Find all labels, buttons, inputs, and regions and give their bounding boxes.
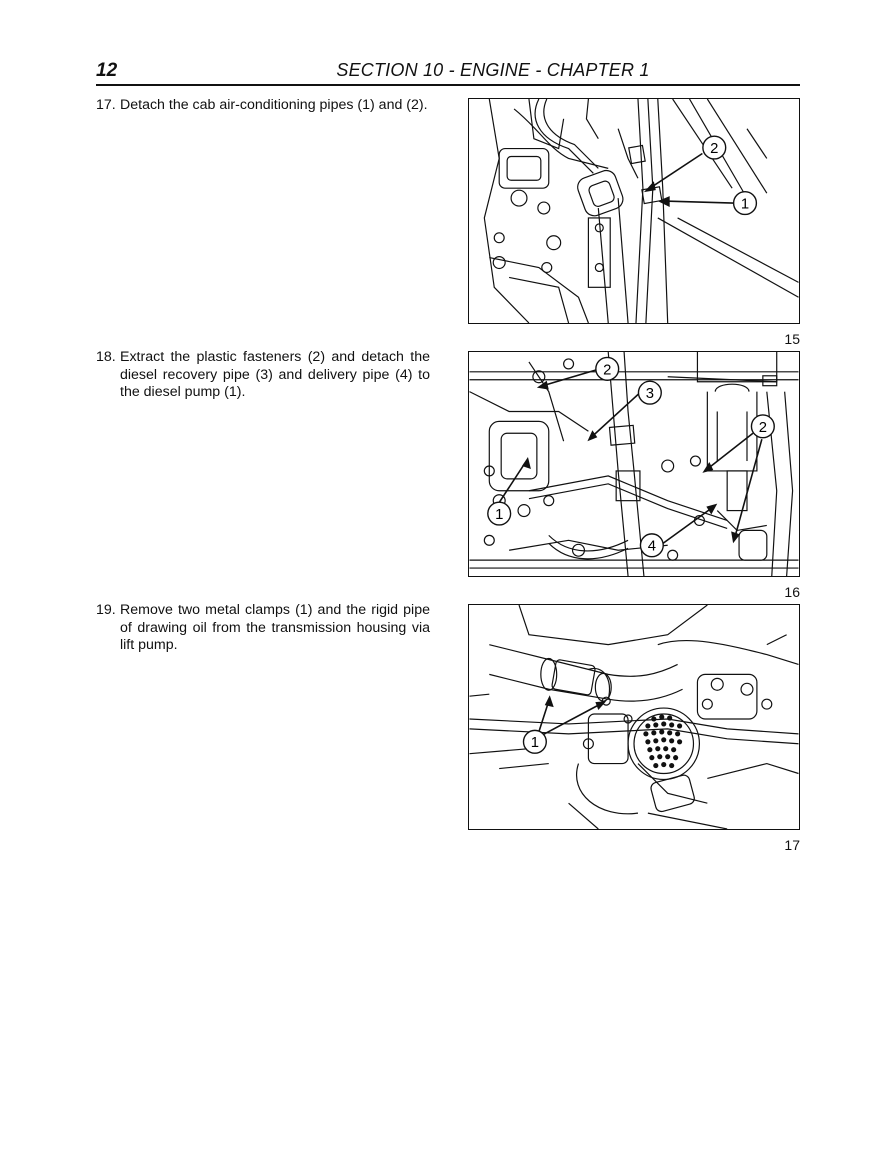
callout-2-right [751,415,774,438]
svg-text:2: 2 [758,419,767,436]
svg-text:3: 3 [645,386,654,403]
callout-1 [734,192,757,215]
svg-text:2: 2 [603,362,612,379]
figure-15 [468,98,800,324]
callout-2-top [596,357,619,380]
step-18 [96,349,430,402]
svg-text:2: 2 [710,141,719,158]
step-17 [96,97,430,115]
step-text: Extract the plastic fasteners (2) and detach the diesel recovery pipe (3) and delivery pipe (4) to the diesel pump (1). [120,349,430,400]
callout-3 [638,381,661,404]
callout-2 [703,136,726,159]
figure-15-illustration [469,99,799,323]
svg-text:1: 1 [495,507,504,524]
step-number: 17. [96,97,116,113]
callout-1 [523,730,546,753]
svg-text:1: 1 [740,196,750,213]
page-header [96,58,800,86]
step-text: Detach the cab air-conditioning pipes (1) and (2). [120,97,428,113]
svg-text:1: 1 [530,735,540,752]
figure-number: 16 [784,584,800,600]
step-19 [96,602,430,655]
figure-16-illustration [469,352,799,576]
step-text: Remove two metal clamps (1) and the rigid pipe of drawing oil from the transmission housing via lift pump. [120,602,430,653]
figure-number: 17 [784,837,800,853]
step-number: 19. [96,602,116,618]
page-number: 12 [96,60,118,81]
step-number: 18. [96,349,116,365]
figure-number: 15 [784,331,800,347]
callout-4 [640,534,663,557]
figure-17-illustration [469,605,799,829]
callout-1 [488,502,511,525]
figure-17 [468,604,800,830]
section-title: SECTION 10 - ENGINE - CHAPTER 1 [336,60,650,80]
svg-text:4: 4 [647,538,656,555]
figure-16 [468,351,800,577]
perforation-dots [643,714,682,768]
